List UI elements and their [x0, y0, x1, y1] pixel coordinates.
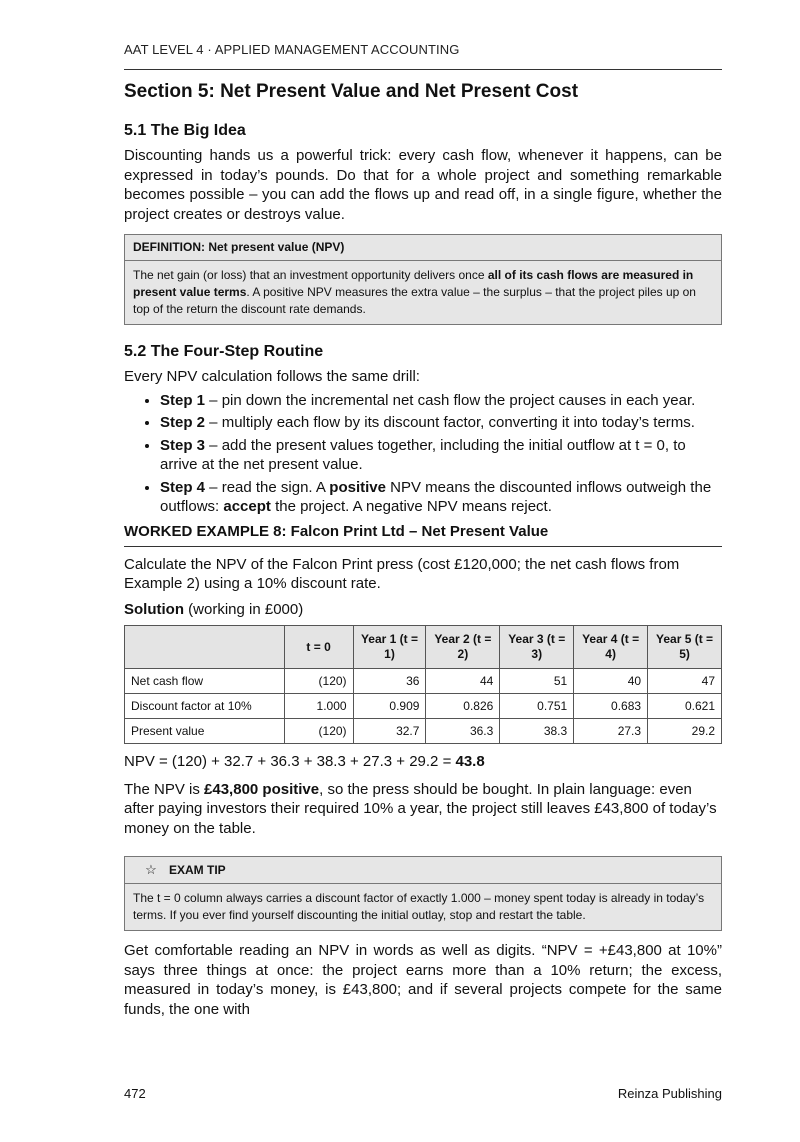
big-idea-paragraph: Discounting hands us a powerful trick: every cash flow, whenever it happens, can be expressed in today’s pounds. Do that for a whole project and something remarkable becomes possible – you can add the flows up and read off, in a single figure, whether the project creates or destroys value. — [124, 147, 722, 223]
step-label: Step 4 — [160, 478, 206, 496]
table-header-cell: Year 1 (t = 1) — [353, 626, 426, 669]
exam-tip-header — [125, 857, 721, 884]
steps-list — [124, 391, 722, 517]
table-cell: 40 — [574, 669, 648, 694]
section-title: Section 5: Net Present Value and Net Present Cost — [124, 81, 579, 102]
table-header-blank — [125, 626, 285, 669]
running-header: AAT LEVEL 4 · APPLIED MANAGEMENT ACCOUNTING — [124, 42, 460, 57]
content — [124, 80, 722, 1019]
step-text: – read the sign. A — [205, 478, 330, 496]
table-cell: 36 — [353, 669, 426, 694]
star-icon: ☆ — [145, 862, 157, 877]
step-label: Step 1 — [160, 391, 206, 409]
table-cell: 0.751 — [500, 694, 574, 719]
npv-sum-result: 43.8 — [455, 753, 485, 770]
subsection-title-5-1: 5.1 The Big Idea — [124, 122, 246, 139]
list-item — [160, 478, 722, 517]
npv-sum-text: NPV = (120) + 32.7 + 36.3 + 38.3 + 27.3 + 29.2 = — [124, 753, 456, 770]
step-bold: accept — [223, 498, 271, 515]
solution-note: (working in £000) — [184, 600, 304, 618]
table-row — [125, 719, 722, 744]
conclusion-text-1: The NPV is — [124, 780, 205, 798]
definition-box — [124, 234, 722, 325]
step-label: Step 3 — [160, 436, 206, 454]
exam-tip-heading: EXAM TIP — [169, 863, 226, 877]
table-cell: 0.683 — [574, 694, 648, 719]
table-cell: 29.2 — [648, 719, 722, 744]
list-item — [160, 391, 722, 411]
definition-body — [125, 261, 721, 324]
definition-text-bold: all of its cash flows are measured in present value terms — [133, 268, 694, 299]
list-item — [160, 436, 722, 475]
table-header-cell: Year 5 (t = 5) — [648, 626, 722, 669]
table-cell: (120) — [284, 719, 353, 744]
table-header-cell: Year 3 (t = 3) — [500, 626, 574, 669]
subsection-title-5-2: 5.2 The Four-Step Routine — [124, 343, 324, 360]
table-header-cell: Year 2 (t = 2) — [426, 626, 500, 669]
table-cell: (120) — [284, 669, 353, 694]
table-cell: 36.3 — [426, 719, 500, 744]
solution-label: Solution — [124, 600, 184, 618]
step-bold: positive — [329, 478, 386, 496]
worked-example-question: Calculate the NPV of the Falcon Print press (cost £120,000; the net cash flows from Example 2) using a 10% discount rate. — [124, 555, 680, 592]
table-row — [125, 669, 722, 694]
exam-tip-body: The t = 0 column always carries a discount factor of exactly 1.000 – money spent today is already in today’s terms. If you ever find yourself discounting the initial outlay, stop and restart the table. — [133, 891, 705, 922]
page-number: 472 — [124, 1086, 146, 1101]
header-rule — [124, 69, 722, 70]
table-cell: 0.909 — [353, 694, 426, 719]
step-text: – pin down the incremental net cash flow the project causes in each year. — [205, 391, 696, 409]
table-cell: 38.3 — [500, 719, 574, 744]
definition-text-1: The net gain (or loss) that an investment opportunity delivers once — [133, 268, 488, 282]
table-cell: 32.7 — [353, 719, 426, 744]
table-header-row — [125, 626, 722, 669]
solution-line — [124, 600, 722, 620]
table-cell: 0.826 — [426, 694, 500, 719]
definition-text-2: . A positive NPV measures the extra value – the surplus – that the project piles up on top of the return the discount rate demands. — [133, 285, 696, 316]
row-label: Present value — [125, 719, 285, 744]
exam-tip-box — [124, 856, 722, 931]
table-cell: 27.3 — [574, 719, 648, 744]
table-header-cell: t = 0 — [284, 626, 353, 669]
closing-paragraph: Get comfortable reading an NPV in words as well as digits. “NPV = +£43,800 at 10%” says three things at once: the project earns more than a 10% return; the excess, measured in today’s money, is £43,800; and if several projects compete for the same funds, the one with — [124, 942, 722, 1018]
worked-example-title: WORKED EXAMPLE 8: Falcon Print Ltd – Net Present Value — [124, 523, 722, 547]
conclusion-text-2: , so the press should be bought. In plain language: even after paying investors their required 10% a year, the project still leaves £43,800 of today’s money on the table. — [124, 780, 717, 837]
step-text: – add the present values together, including the initial outflow at t = 0, to arrive at the net present value. — [160, 436, 686, 473]
table-cell: 47 — [648, 669, 722, 694]
publisher-name: Reinza Publishing — [617, 1086, 722, 1101]
conclusion-bold: £43,800 positive — [204, 780, 320, 798]
step-label: Step 2 — [160, 414, 206, 431]
row-label: Discount factor at 10% — [125, 694, 285, 719]
steps-intro: Every NPV calculation follows the same drill: — [124, 368, 420, 385]
npv-conclusion — [124, 780, 722, 839]
step-text: – multiply each flow by its discount factor, converting it into today’s terms. — [205, 414, 695, 431]
row-label: Net cash flow — [125, 669, 285, 694]
step-text: NPV means the discounted inflows outweigh the outflows: — [160, 478, 712, 515]
npv-sum-line — [124, 752, 722, 772]
table-cell: 0.621 — [648, 694, 722, 719]
table-cell: 1.000 — [284, 694, 353, 719]
definition-heading: DEFINITION: Net present value (NPV) — [125, 235, 721, 261]
npv-table — [124, 625, 722, 744]
step-text: the project. A negative NPV means reject. — [270, 498, 552, 515]
table-header-cell: Year 4 (t = 4) — [574, 626, 648, 669]
list-item — [160, 413, 722, 433]
table-cell: 51 — [500, 669, 574, 694]
table-row — [125, 694, 722, 719]
table-cell: 44 — [426, 669, 500, 694]
